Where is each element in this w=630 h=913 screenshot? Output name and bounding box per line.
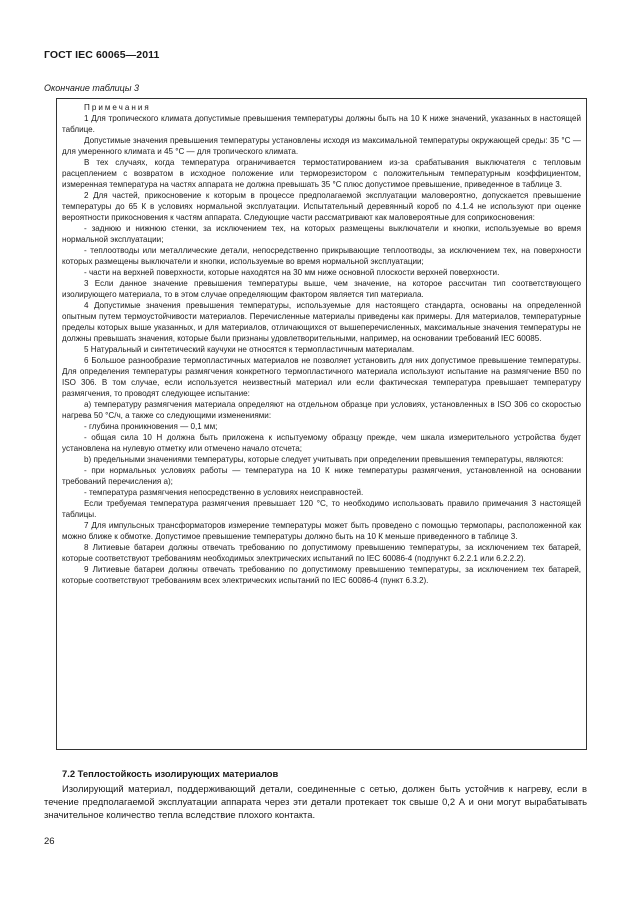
note-paragraph: - температура размягчения непосредственно в условиях неисправностей.	[84, 488, 364, 497]
note-paragraph: 1 Для тропического климата допустимые превышения температуры должны быть на 10 К ниже значений, указанных в настоящей таблице.	[62, 114, 581, 134]
page-number: 26	[44, 836, 55, 847]
note-paragraph: Допустимые значения превышения температуры установлены исходя из максимальной температуры окружающей среды: 35 °С — для умеренного климата и 45 °С — для тропического климата.	[62, 136, 581, 156]
notes-title: Примечания	[84, 103, 151, 112]
table-continuation-caption: Окончание таблицы 3	[44, 83, 139, 93]
note-paragraph: 9 Литиевые батареи должны отвечать требованию по допустимому превышению температуры, за исключением тех батарей, которые соответствуют требованиям всех электрических испытаний по IEC 60086-4 (пункт 6.3.2).	[62, 565, 581, 585]
note-paragraph: - заднюю и нижнюю стенки, за исключением тех, на которых размещены выключатели и кнопки, используемые во время нормальной эксплуатации;	[62, 224, 581, 244]
table-notes-box	[56, 98, 587, 750]
note-paragraph: 8 Литиевые батареи должны отвечать требованию по допустимому превышению температуры, за исключением тех батарей, которые соответствуют требованиям необходимых электрических испытаний по IEC 60086-4 (подпункт 6.2.2.1 или 6.2.2.2).	[62, 543, 581, 563]
note-paragraph: 5 Натуральный и синтетический каучуки не относятся к термопластичным материалам.	[84, 345, 415, 354]
note-paragraph: 2 Для частей, прикосновение к которым в процессе предполагаемой эксплуатации маловероятно, допускается превышение температуры до 65 К в условиях нормальной эксплуатации. Испытательный деревянный короб по 4.1.4 не используют при оценке вероятности прикосновения к частям аппарата. Следующие части рассматривают как маловероятные для соприкосновения:	[62, 191, 581, 222]
note-paragraph: - общая сила 10 Н должна быть приложена к испытуемому образцу прежде, чем шкала измерительного устройства будет установлена на нулевую отметку или отмечено начало отсчета;	[62, 433, 581, 453]
section-body: Изолирующий материал, поддерживающий детали, соединенные с сетью, должен быть устойчив к нагреву, если в течение предполагаемой эксплуатации аппарата через эти детали протекает ток свыше 0,2 А и они могут вырабатывать значительное количество тепла вследствие плохого контакта.	[44, 783, 587, 821]
note-paragraph: - при нормальных условиях работы — температура на 10 К ниже температуры размягчения, установленной на основании требований перечисления а);	[62, 466, 581, 486]
note-paragraph: - теплоотводы или металлические детали, непосредственно прикрывающие теплоотводы, за исключением тех, на поверхности которых размещены выключатели и кнопки, используемые во время нормальной эксплуатации;	[62, 246, 581, 266]
note-paragraph: b) предельными значениями температуры, которые следует учитывать при определении превышения температуры, являются:	[84, 455, 564, 464]
note-paragraph: - части на верхней поверхности, которые находятся на 30 мм ниже основной плоскости верхней поверхности.	[84, 268, 500, 277]
note-paragraph: 7 Для импульсных трансформаторов измерение температуры может быть проведено с помощью термопары, расположенной как можно ближе к обмотке. Допустимое превышение температуры должно быть на 10 К меньше приведенного в таблице 3.	[62, 521, 581, 541]
section-title: 7.2 Теплостойкость изолирующих материалов	[62, 768, 279, 779]
note-paragraph: 3 Если данное значение превышения температуры выше, чем значение, на которое рассчитан тип соответствующего изолирующего материала, то в этом случае определяющим фактором является тип материала.	[62, 279, 581, 299]
note-paragraph: Если требуемая температура размягчения превышает 120 °С, то необходимо использовать правило примечания 3 настоящей таблицы.	[62, 499, 581, 519]
note-paragraph: - глубина проникновения — 0,1 мм;	[84, 422, 218, 431]
document-header: ГОСТ IEC 60065—2011	[44, 49, 160, 61]
note-paragraph: 4 Допустимые значения превышения температуры, используемые для настоящего стандарта, основаны на определенной опытным путем термоустойчивости материалов. Перечисленные материалы приведены как примеры. Для материалов, температурные пределы которых выше указанных, и для материалов, отличающихся от вышеперечисленных, максимальные значения температуры не должны превышать значения, которые были признаны удовлетворительными, например, на основании требований IEC 60085.	[62, 301, 581, 343]
note-paragraph: a) температуру размягчения материала определяют на отдельном образце при условиях, установленных в ISO 306 со скоростью нагрева 50 °С/ч, а также со следующими изменениями:	[62, 400, 581, 420]
note-paragraph: В тех случаях, когда температура ограничивается термостатированием из-за срабатывания выключателя с тепловым расцеплением с возвратом в исходное положение или терморезистором с положительным температурным коэффициентом, измеренная температура на частях аппарата не должна превышать 35 °С плюс допустимое превышение, приведенное в таблице 3.	[62, 158, 581, 189]
note-paragraph: 6 Большое разнообразие термопластичных материалов не позволяет установить для них допустимое превышение температуры. Для определения температуры размягчения конкретного термопластичного материала используют испытание на размягчение B50 по ISO 306. В том случае, если используется неизвестный материал или если фактическая температура превышает температуру размягчения, то проводят следующее испытание:	[62, 356, 581, 398]
